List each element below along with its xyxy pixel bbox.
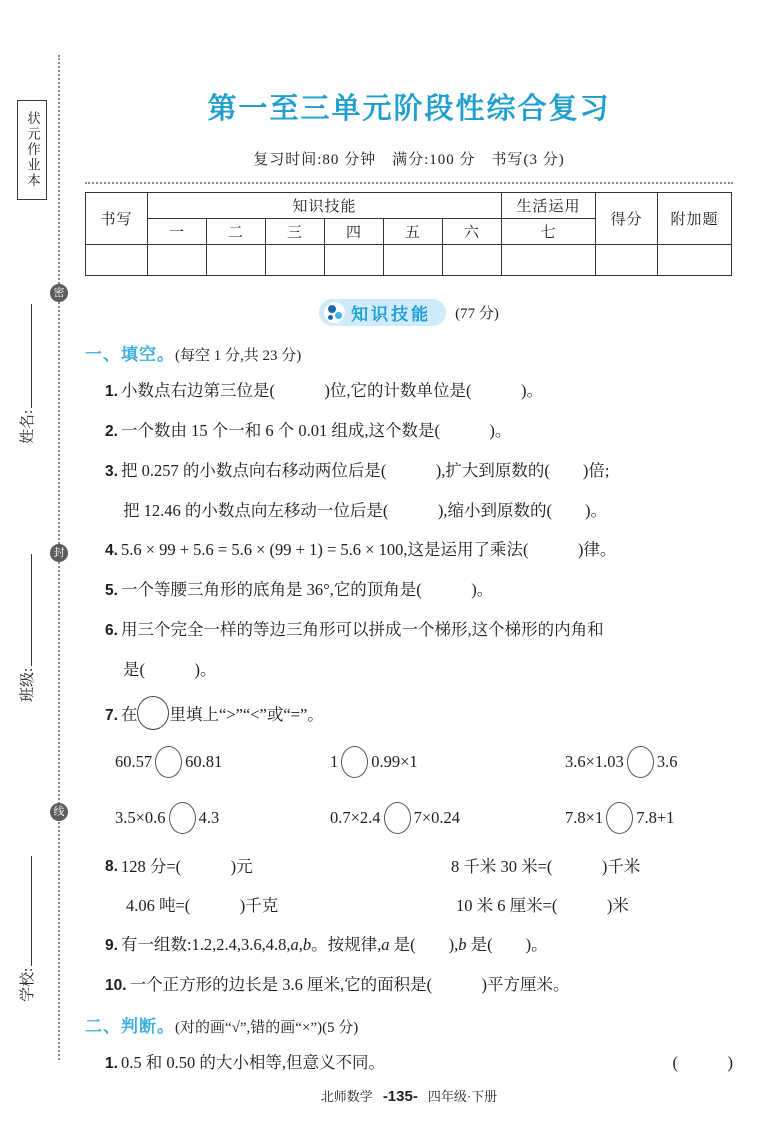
score-table-header-row-1 bbox=[86, 193, 732, 219]
question-text: 用三个完全一样的等边三角形可以拼成一个梯形,这个梯形的内角和 bbox=[120, 620, 604, 639]
score-table-empty-row bbox=[86, 245, 732, 276]
name-blank-line bbox=[17, 304, 32, 408]
question-text-group bbox=[105, 1050, 385, 1076]
question-7 bbox=[105, 696, 733, 730]
comparison-left: 3.6×1.03 bbox=[565, 752, 624, 771]
score-cell-empty bbox=[658, 245, 732, 276]
variable-a: a bbox=[290, 935, 299, 954]
question-text: 把 12.46 的小数点向左移动一位后是( ),缩小到原数的( )。 bbox=[123, 501, 607, 520]
class-blank-line bbox=[17, 554, 32, 666]
score-subcol-6: 六 bbox=[443, 219, 502, 245]
question-text: 4.06 吨=( )千克 bbox=[126, 896, 279, 915]
question-2 bbox=[105, 418, 733, 444]
comparison-item bbox=[565, 802, 733, 834]
question-text: 在 bbox=[120, 705, 138, 724]
score-cell-empty bbox=[384, 245, 443, 276]
score-table bbox=[85, 192, 732, 276]
section2-note: (对的画“√”,错的画“×”)(5 分) bbox=[175, 1020, 359, 1036]
score-subcol-2: 二 bbox=[207, 219, 266, 245]
question-3-line-2 bbox=[105, 498, 733, 523]
score-subcol-3: 三 bbox=[266, 219, 325, 245]
seal-mark-feng: 封 bbox=[50, 544, 68, 562]
section1-heading bbox=[85, 340, 733, 365]
section1-questions bbox=[85, 378, 733, 998]
judge-question-1 bbox=[105, 1050, 733, 1076]
comparison-right: 4.3 bbox=[198, 808, 220, 827]
compare-circle-blank bbox=[137, 696, 169, 730]
badge-points: (77 分) bbox=[455, 306, 499, 322]
dotted-divider bbox=[85, 182, 733, 184]
comparison-right: 60.81 bbox=[185, 752, 223, 771]
question-text: 有一组数:1.2,2.4,3.6,4.8, bbox=[120, 935, 291, 954]
comparison-item bbox=[330, 802, 565, 834]
compare-circle-blank bbox=[384, 802, 411, 834]
score-subcol-5: 五 bbox=[384, 219, 443, 245]
section2-questions bbox=[85, 1050, 733, 1076]
question-text: 一个数由 15 个一和 6 个 0.01 组成,这个数是( )。 bbox=[120, 421, 512, 440]
section-badge-row bbox=[85, 299, 733, 326]
question-number: 10. bbox=[105, 977, 127, 994]
question-number: 8. bbox=[105, 858, 118, 875]
question-text: 5.6 × 99 + 5.6 = 5.6 × (99 + 1) = 5.6 × 100,这是运用了乘法( )律。 bbox=[120, 540, 617, 559]
question-number: 2. bbox=[105, 423, 118, 440]
section1-note: (每空 1 分,共 23 分) bbox=[175, 348, 302, 364]
question-9 bbox=[105, 932, 733, 958]
comparison-left: 0.7×2.4 bbox=[330, 808, 381, 827]
page-footer bbox=[85, 1086, 733, 1105]
score-subcol-1: 一 bbox=[148, 219, 207, 245]
comparison-item bbox=[565, 746, 733, 778]
footer-page-number: -135- bbox=[382, 1088, 418, 1105]
knowledge-skills-badge bbox=[319, 299, 446, 326]
question-8-line-2 bbox=[105, 893, 733, 918]
question-text: 里填上“>”“<”或“=”。 bbox=[169, 705, 324, 724]
score-cell-empty bbox=[148, 245, 207, 276]
question-text: 是( ), bbox=[389, 935, 459, 954]
question-text: 小数点右边第三位是( )位,它的计数单位是( )。 bbox=[120, 381, 544, 400]
score-col-knowledge: 知识技能 bbox=[148, 193, 502, 219]
question-number: 1. bbox=[105, 1055, 118, 1072]
school-field-label: 学校: bbox=[20, 967, 36, 1002]
comparison-grid bbox=[85, 746, 733, 834]
comparison-item bbox=[330, 746, 565, 778]
question-6 bbox=[105, 617, 733, 643]
question-10 bbox=[105, 972, 733, 998]
class-field-label: 班级: bbox=[20, 667, 36, 702]
section1-title: 一、填空。 bbox=[85, 345, 175, 364]
footer-publisher: 北师数学 bbox=[320, 1089, 373, 1104]
question-number: 3. bbox=[105, 463, 118, 480]
class-field bbox=[16, 554, 37, 702]
score-col-score: 得分 bbox=[596, 193, 658, 245]
score-cell-empty bbox=[596, 245, 658, 276]
question-number: 4. bbox=[105, 542, 118, 559]
comparison-item bbox=[115, 802, 330, 834]
question-text: 把 0.257 的小数点向右移动两位后是( ),扩大到原数的( )倍; bbox=[120, 461, 610, 480]
section2-title: 二、判断。 bbox=[85, 1017, 175, 1036]
seal-mark-mi: 密 bbox=[50, 284, 68, 302]
score-cell-empty bbox=[443, 245, 502, 276]
dots-cluster-icon bbox=[324, 302, 345, 323]
question-text: 一个等腰三角形的底角是 36°,它的顶角是( )。 bbox=[120, 580, 494, 599]
comparison-left: 3.5×0.6 bbox=[115, 808, 166, 827]
question-3 bbox=[105, 458, 733, 484]
compare-circle-blank bbox=[341, 746, 368, 778]
question-1 bbox=[105, 378, 733, 404]
seal-mark-xian: 线 bbox=[50, 803, 68, 821]
variable-b: b bbox=[302, 935, 312, 954]
comparison-right: 0.99×1 bbox=[371, 752, 418, 771]
school-blank-line bbox=[17, 856, 32, 966]
answer-parentheses: ( ) bbox=[672, 1053, 733, 1072]
footer-edition: 四年级·下册 bbox=[427, 1089, 498, 1104]
question-text: , bbox=[298, 935, 303, 954]
workbook-label: 状元作业本 bbox=[25, 111, 40, 189]
compare-circle-blank bbox=[627, 746, 654, 778]
paper-meta: 复习时间:80 分钟 满分:100 分 书写(3 分) bbox=[253, 152, 565, 168]
comparison-item bbox=[115, 746, 330, 778]
comparison-right: 3.6 bbox=[656, 752, 678, 771]
compare-circle-blank bbox=[606, 802, 633, 834]
comparison-right: 7.8+1 bbox=[636, 808, 675, 827]
score-cell-empty bbox=[325, 245, 384, 276]
exam-paper bbox=[85, 0, 733, 1105]
question-text: 10 米 6 厘米=( )米 bbox=[456, 896, 629, 915]
comparison-right: 7×0.24 bbox=[413, 808, 460, 827]
question-text: 是( )。 bbox=[123, 660, 217, 679]
question-number: 5. bbox=[105, 582, 118, 599]
question-text: 。按规律, bbox=[311, 935, 382, 954]
question-text: 是( )。 bbox=[466, 935, 548, 954]
score-cell-empty bbox=[86, 245, 148, 276]
section2-heading bbox=[85, 1012, 733, 1037]
score-cell-empty bbox=[502, 245, 596, 276]
badge-label: 知识技能 bbox=[351, 305, 432, 324]
school-field bbox=[16, 856, 37, 1002]
compare-circle-blank bbox=[169, 802, 196, 834]
variable-a: a bbox=[381, 935, 390, 954]
variable-b: b bbox=[458, 935, 467, 954]
score-col-writing: 书写 bbox=[86, 193, 148, 245]
question-text: 0.5 和 0.50 的大小相等,但意义不同。 bbox=[120, 1053, 385, 1072]
score-cell-empty bbox=[207, 245, 266, 276]
comparison-left: 60.57 bbox=[115, 752, 153, 771]
workbook-label-box bbox=[17, 100, 47, 200]
name-field bbox=[16, 304, 37, 444]
compare-circle-blank bbox=[155, 746, 182, 778]
comparison-left: 7.8×1 bbox=[565, 808, 604, 827]
score-col-bonus: 附加题 bbox=[658, 193, 732, 245]
question-text: 一个正方形的边长是 3.6 厘米,它的面积是( )平方厘米。 bbox=[129, 975, 570, 994]
score-subcol-4: 四 bbox=[325, 219, 384, 245]
question-number: 6. bbox=[105, 622, 118, 639]
score-subcol-7: 七 bbox=[502, 219, 596, 245]
question-text: 8 千米 30 米=( )千米 bbox=[450, 857, 641, 876]
question-6-line-2 bbox=[105, 657, 733, 682]
name-field-label: 姓名: bbox=[20, 409, 36, 444]
score-cell-empty bbox=[266, 245, 325, 276]
question-text: 128 分=( )元 bbox=[120, 857, 253, 876]
question-5 bbox=[105, 577, 733, 603]
question-number: 1. bbox=[105, 383, 118, 400]
question-number: 7. bbox=[105, 707, 118, 724]
question-8 bbox=[105, 854, 733, 879]
score-col-life: 生活运用 bbox=[502, 193, 596, 219]
page-title: 第一至三单元阶段性综合复习 bbox=[207, 93, 611, 125]
question-number: 9. bbox=[105, 937, 118, 954]
question-4 bbox=[105, 537, 733, 563]
comparison-left: 1 bbox=[330, 752, 339, 771]
seal-sidebar bbox=[0, 0, 84, 1122]
